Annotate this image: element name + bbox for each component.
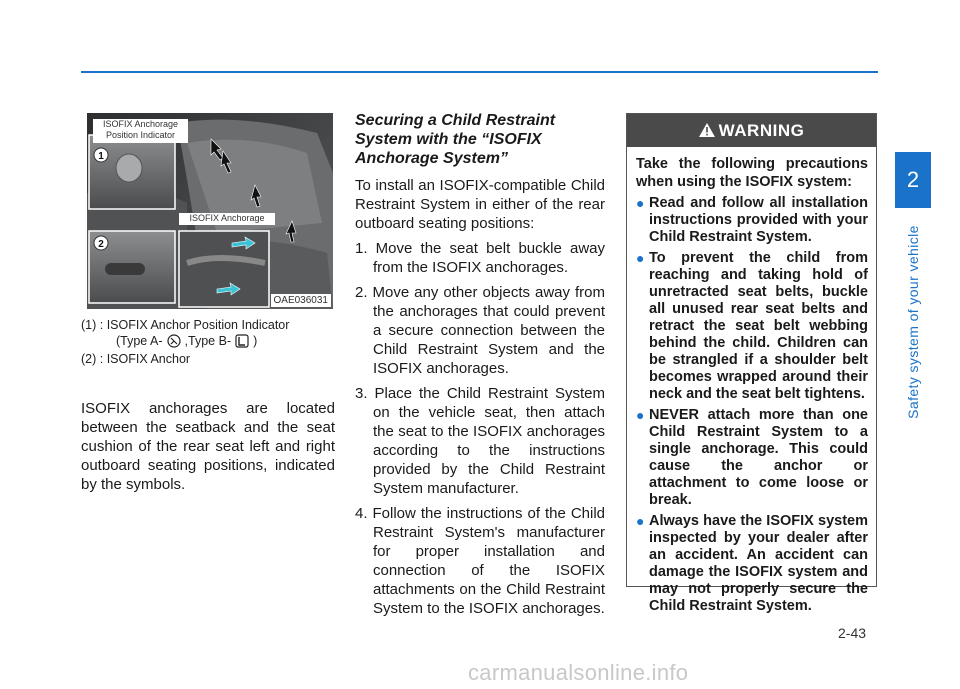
warning-item-text: To prevent the child from reaching and taking hold of unretracted seat belts, buckle all unused rear seat belts and retract the seat belt webbing behind the child. Children can be strangled if a shoulder belt becomes wrapped around their neck and the seat belt tightens. [649, 250, 868, 402]
step-2: 2. Move any other objects away from the anchorages that could prevent a secure connection between the Child Restraint System and the ISOFIX anchorages. [355, 284, 605, 377]
isofix-symbol-type-b-icon [235, 334, 249, 348]
warning-box [626, 113, 877, 614]
top-rule [81, 71, 878, 73]
warning-item [636, 513, 868, 615]
bullet-icon: ● [636, 513, 645, 529]
chapter-tab: 2 [895, 152, 931, 208]
bullet-icon: ● [636, 250, 645, 266]
svg-text:2: 2 [98, 239, 104, 250]
watermark: carmanualsonline.info [468, 660, 689, 685]
warning-item [636, 407, 868, 509]
step-1: 1. Move the seat belt buckle away from the ISOFIX anchorages. [355, 240, 605, 276]
label-anchorage: ISOFIX Anchorage [179, 213, 275, 225]
warning-item [636, 195, 868, 246]
section-intro: To install an ISOFIX-compatible Child Restraint System in either of the rear outboard seating positions: [355, 177, 605, 232]
warning-item-text: Read and follow all installation instructions provided with your Child Restraint System. [649, 195, 868, 245]
caption-close: ) [253, 334, 258, 348]
chapter-title-text: Safety system of your vehicle [905, 225, 921, 419]
bullet-icon: ● [636, 195, 645, 211]
marker-2-icon [93, 235, 109, 251]
warning-item-text: NEVER attach more than one Child Restraint System to a single anchorage. This could cause the anchor or attachment to come loose or break. [649, 407, 868, 508]
isofix-figure [87, 113, 333, 309]
label-line2: Position Indicator [105, 130, 176, 140]
warning-body [627, 147, 876, 615]
caption-type-b: ,Type B- [184, 334, 232, 348]
caption-line1: (1) : ISOFIX Anchor Position Indicator [81, 318, 290, 332]
isofix-location-paragraph: ISOFIX anchorages are located between the seatback and the seat cushion of the rear seat left and right outboard seating positions, indicated by the symbols. [81, 400, 335, 493]
svg-text:1: 1 [98, 151, 104, 162]
marker-1-icon [93, 147, 109, 163]
bullet-icon: ● [636, 407, 645, 423]
figure-code: OAE036031 [271, 294, 332, 307]
warning-triangle-icon [699, 123, 715, 137]
label-line1: ISOFIX Anchorage [102, 119, 179, 129]
chapter-side-title [896, 212, 930, 432]
label-anchorage-position-indicator [93, 119, 188, 143]
install-steps [355, 239, 605, 618]
warning-lead: Take the following precautions when using the ISOFIX system: [636, 156, 868, 190]
caption-line3: (2) : ISOFIX Anchor [81, 352, 191, 366]
warning-list [636, 195, 868, 615]
isofix-symbol-type-a-icon [167, 334, 181, 348]
page-number: 2-43 [838, 625, 867, 641]
caption-type-a: (Type A- [116, 334, 163, 348]
warning-title: WARNING [718, 121, 805, 140]
warning-item [636, 250, 868, 403]
warning-item-text: Always have the ISOFIX system inspected by your dealer after an accident. An accident can damage the ISOFIX system and may not properly secure the Child Restraint System. [649, 513, 868, 614]
caption-line2 [116, 334, 257, 348]
step-4: 4. Follow the instructions of the Child Restraint System's manufacturer for proper installation and connection of the ISOFIX attachments on the Child Restraint System to the ISOFIX anchorages. [355, 505, 605, 617]
step-3: 3. Place the Child Restraint System on the vehicle seat, then attach the seat to the ISOFIX anchorages according to the instructions provided by the Child Restraint System manufacturer. [355, 385, 605, 497]
securing-section [355, 111, 605, 624]
section-heading: Securing a Child Restraint System with the “ISOFIX Anchorage System” [355, 112, 556, 167]
warning-header [627, 114, 876, 147]
